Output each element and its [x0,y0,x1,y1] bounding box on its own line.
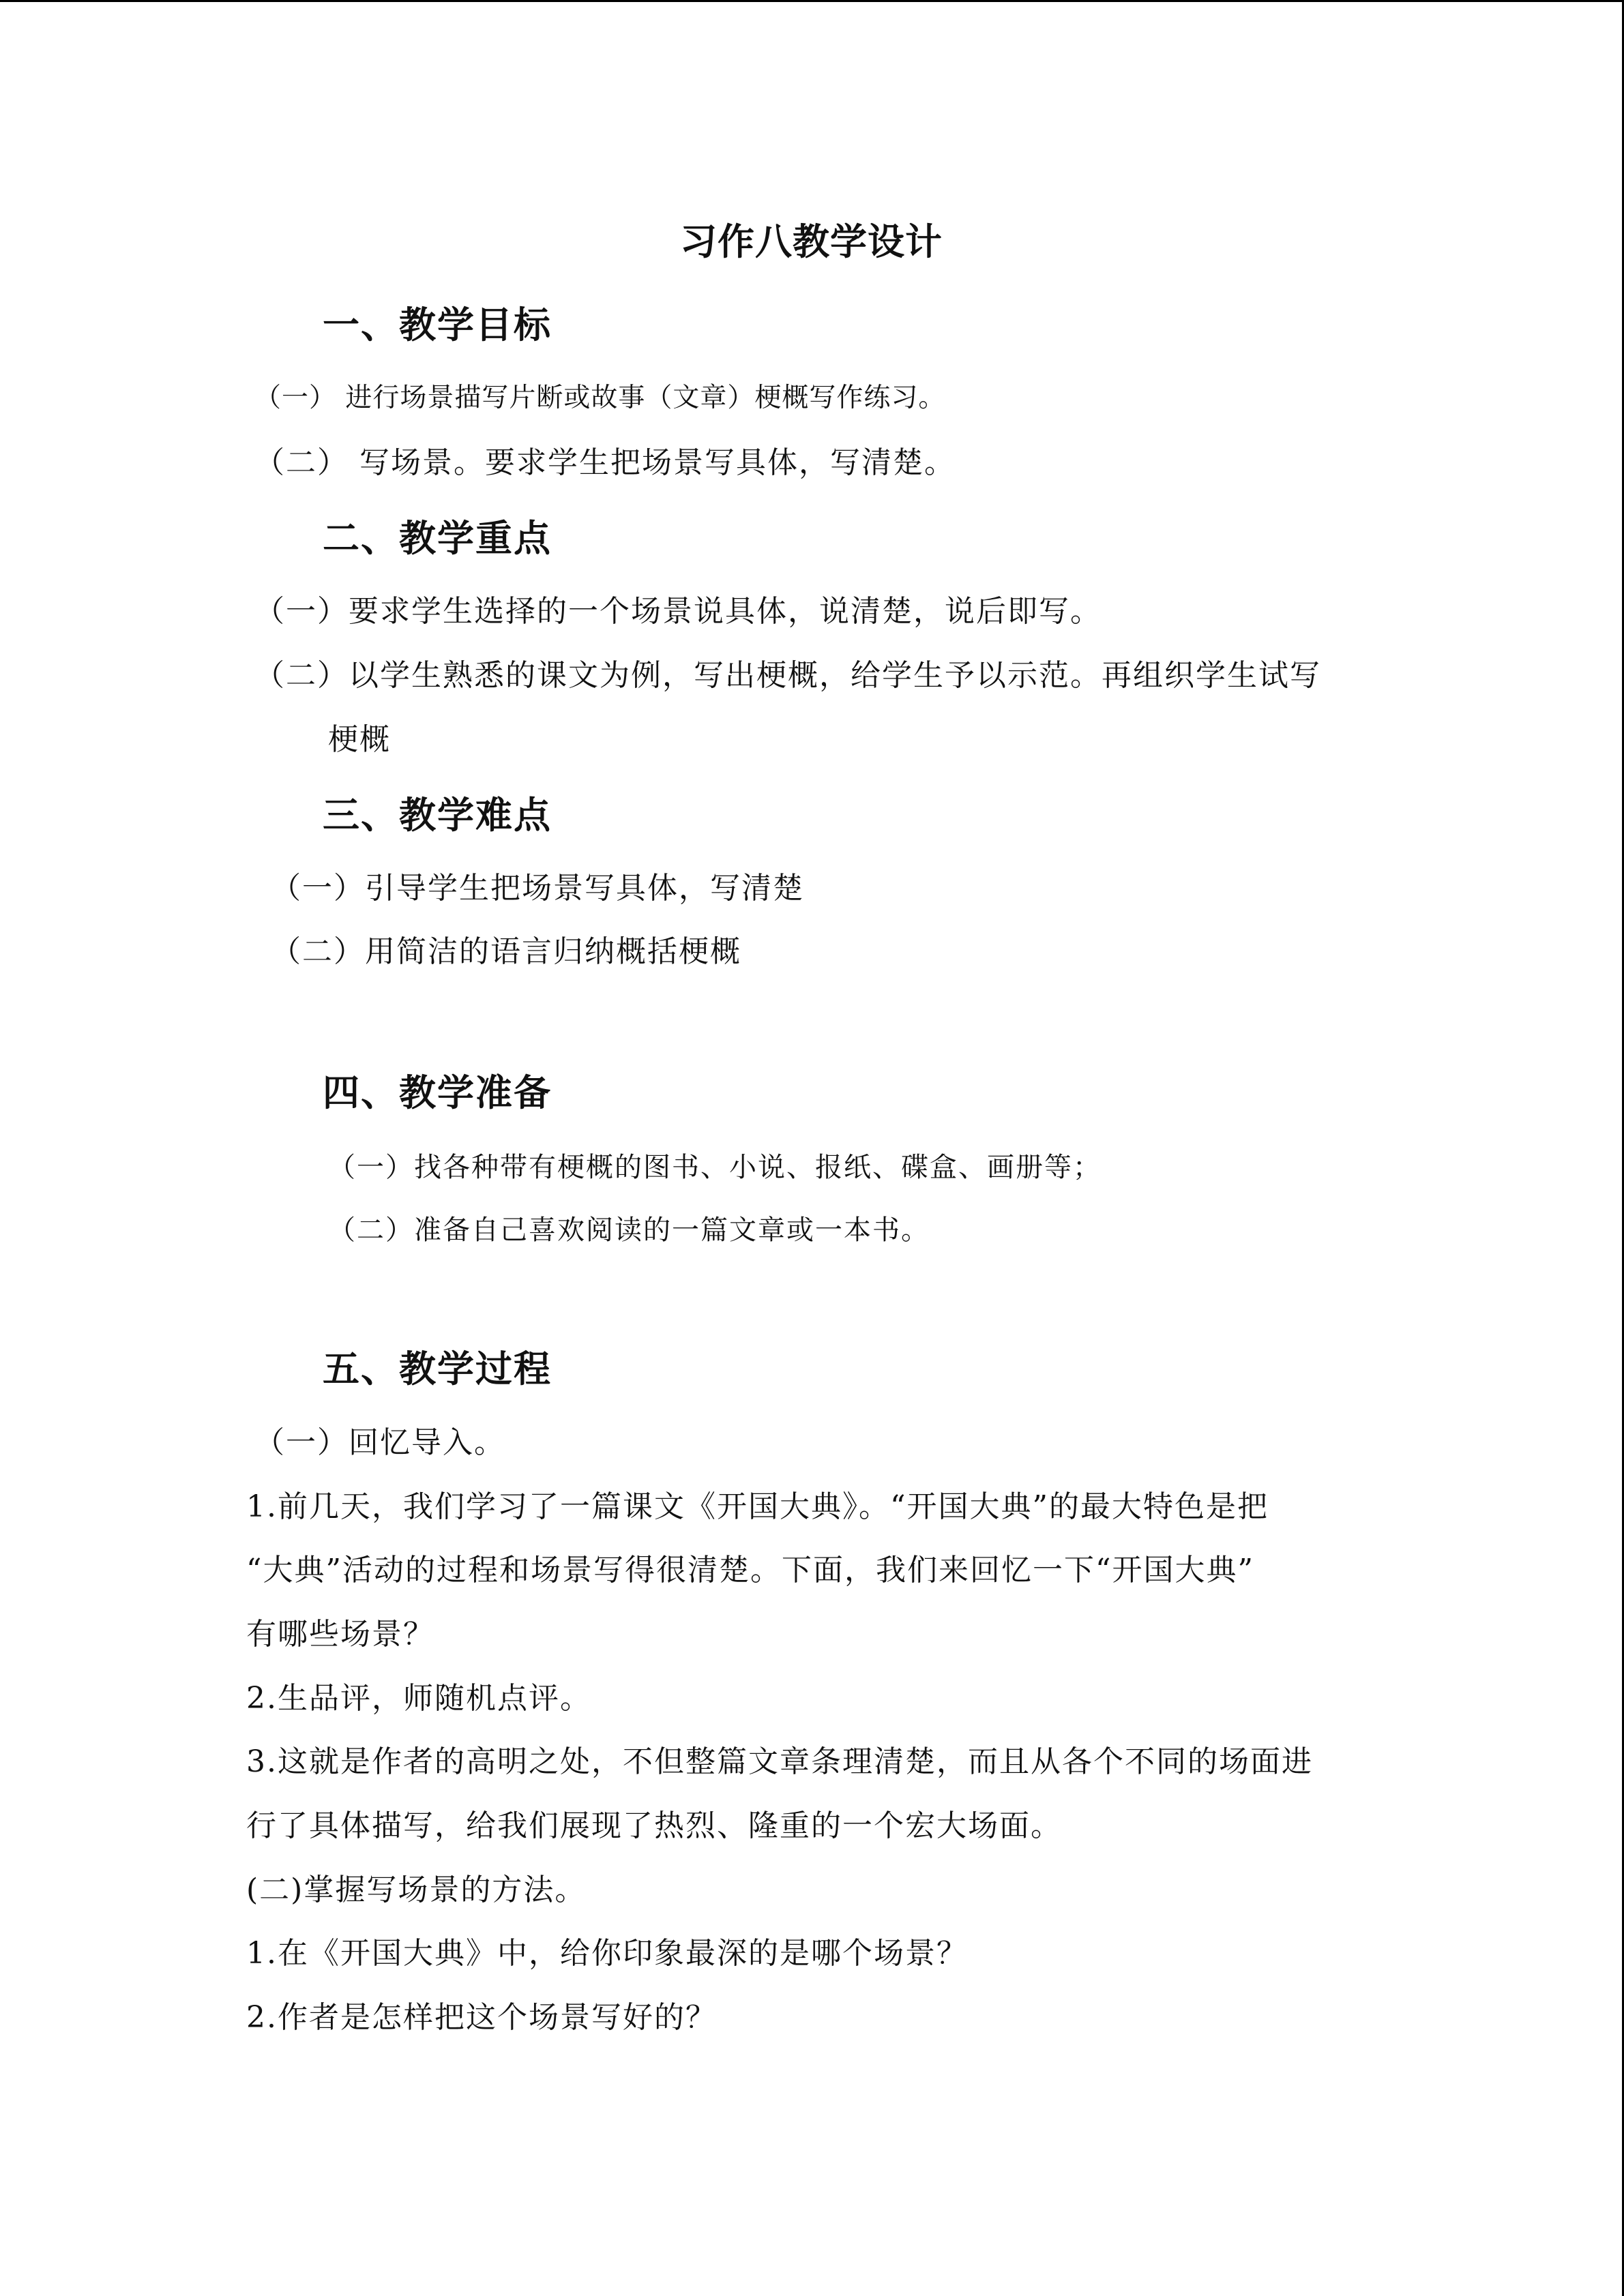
section-heading-difficulties: 三、教学难点 [323,793,552,837]
key-point-item: （一）要求学生选择的一个场景说具体，说清楚，说后即写。 [254,594,1102,629]
process-item: （一）回忆导入。 [254,1425,505,1460]
difficulty-item: （一）引导学生把场景写具体，写清楚 [271,871,804,906]
top-border-line [0,0,1624,2]
document-title: 习作八教学设计 [680,220,943,263]
section-heading-process: 五、教学过程 [323,1347,552,1390]
process-item: 1.前几天，我们学习了一篇课文《开国大典》。“开国大典”的最大特色是把 [246,1489,1269,1524]
process-item: 2.作者是怎样把这个场景写好的？ [246,2000,717,2035]
preparation-item: （二）准备自己喜欢阅读的一篇文章或一本书。 [328,1214,930,1246]
objective-item: （一） 进行场景描写片断或故事（文章）梗概写作练习。 [254,383,946,413]
process-item: 有哪些场景？ [246,1617,434,1652]
key-point-item-continuation: 梗概 [328,722,391,757]
key-point-item: （二）以学生熟悉的课文为例，写出梗概，给学生予以示范。再组织学生试写 [254,658,1321,693]
section-heading-key-points: 二、教学重点 [323,516,552,560]
preparation-item: （一）找各种带有梗概的图书、小说、报纸、碟盒、画册等； [328,1152,1102,1183]
process-item: (二)掌握写场景的方法。 [246,1873,587,1907]
difficulty-item: （二）用简洁的语言归纳概括梗概 [271,934,741,969]
process-item: 3.这就是作者的高明之处，不但整篇文章条理清楚，而且从各个不同的场面进 [246,1744,1313,1779]
process-item: “大典”活动的过程和场景写得很清楚。下面，我们来回忆一下“开国大典” [246,1553,1254,1587]
process-item: 1.在《开国大典》中，给你印象最深的是哪个场景？ [246,1936,968,1971]
process-item: 行了具体描写，给我们展现了热烈、隆重的一个宏大场面。 [246,1808,1062,1843]
process-item: 2.生品评，师随机点评。 [246,1681,591,1716]
objective-item: （二） 写场景。要求学生把场景写具体，写清楚。 [254,445,956,480]
section-heading-objectives: 一、教学目标 [323,303,552,346]
section-heading-preparation: 四、教学准备 [323,1071,552,1114]
